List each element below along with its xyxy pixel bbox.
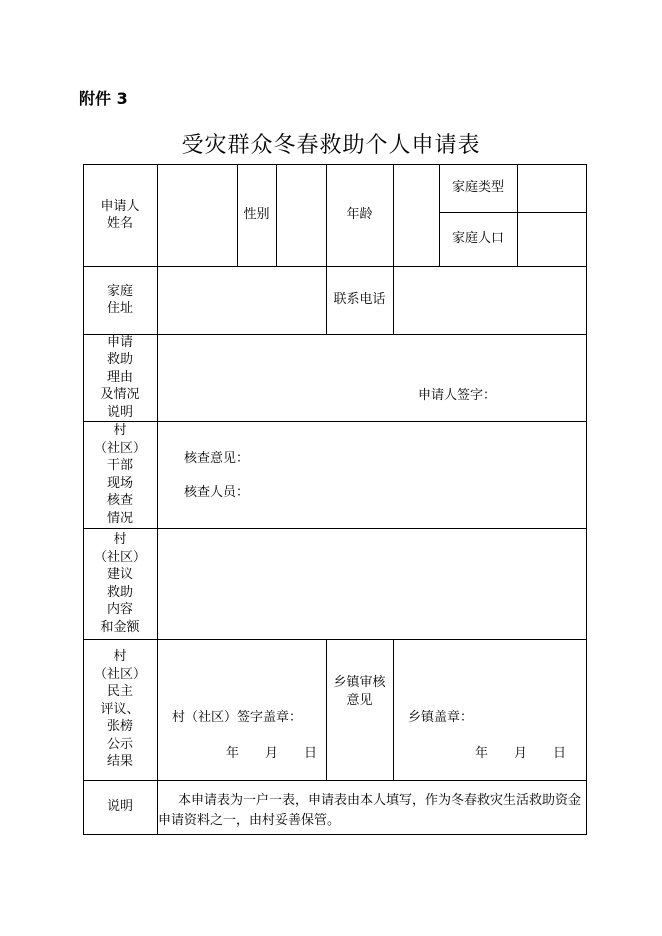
col-divider-household-value	[517, 164, 518, 266]
check-personnel-label: 核查人员：	[184, 485, 250, 500]
check-opinion-label: 核查意见：	[184, 451, 250, 466]
applicant-signature-label: 申请人签字：	[418, 388, 497, 403]
village-check-label: 村 （社区） 干部 现场 核查 情况	[93, 423, 146, 526]
town-date-label: 年 月 日	[475, 746, 567, 761]
applicant-name-label: 申请人 姓名	[100, 198, 140, 231]
phone-label: 联系电话	[333, 292, 386, 308]
row-divider-suggest	[83, 528, 587, 529]
village-suggest-label: 村 （社区） 建议 救助 内容 和金额	[93, 532, 146, 635]
note-text: 本申请表为一户一表，申请表由本人填写，作为冬春救灾生活救助资金申请资料之一，由村妥善保管。	[158, 793, 582, 828]
row-divider-review	[83, 639, 587, 640]
village-date-label: 年 月 日	[226, 746, 318, 761]
col-divider-label	[157, 164, 158, 835]
col-divider-gender	[276, 164, 277, 266]
gender-label: 性别	[243, 207, 270, 223]
town-review-label: 乡镇审核 意见	[333, 675, 386, 708]
town-seal-label: 乡镇盖章：	[408, 710, 474, 725]
age-label: 年龄	[346, 207, 373, 223]
application-form-table	[83, 164, 587, 835]
note-label: 说明	[106, 799, 133, 815]
public-review-label: 村 （社区） 民主 评议、 张榜 公示 结果	[93, 649, 146, 770]
row-divider-reason	[83, 334, 587, 335]
form-title: 受灾群众冬春救助个人申请表	[181, 133, 481, 158]
household-size-label: 家庭人口	[451, 231, 504, 247]
address-label: 家庭 住址	[106, 283, 133, 316]
reason-label: 申请 救助 理由 及情况 说明	[100, 334, 140, 420]
row-divider-check	[83, 421, 587, 422]
village-seal-label: 村（社区）签字盖章：	[172, 710, 303, 725]
table-border-bottom	[83, 834, 587, 835]
col-divider-town	[393, 639, 394, 781]
attachment-number: 附件 3	[79, 89, 128, 108]
household-type-label: 家庭类型	[451, 180, 504, 196]
table-border-right	[586, 164, 587, 835]
row-divider-note	[83, 780, 587, 781]
col-divider-age	[393, 164, 394, 335]
